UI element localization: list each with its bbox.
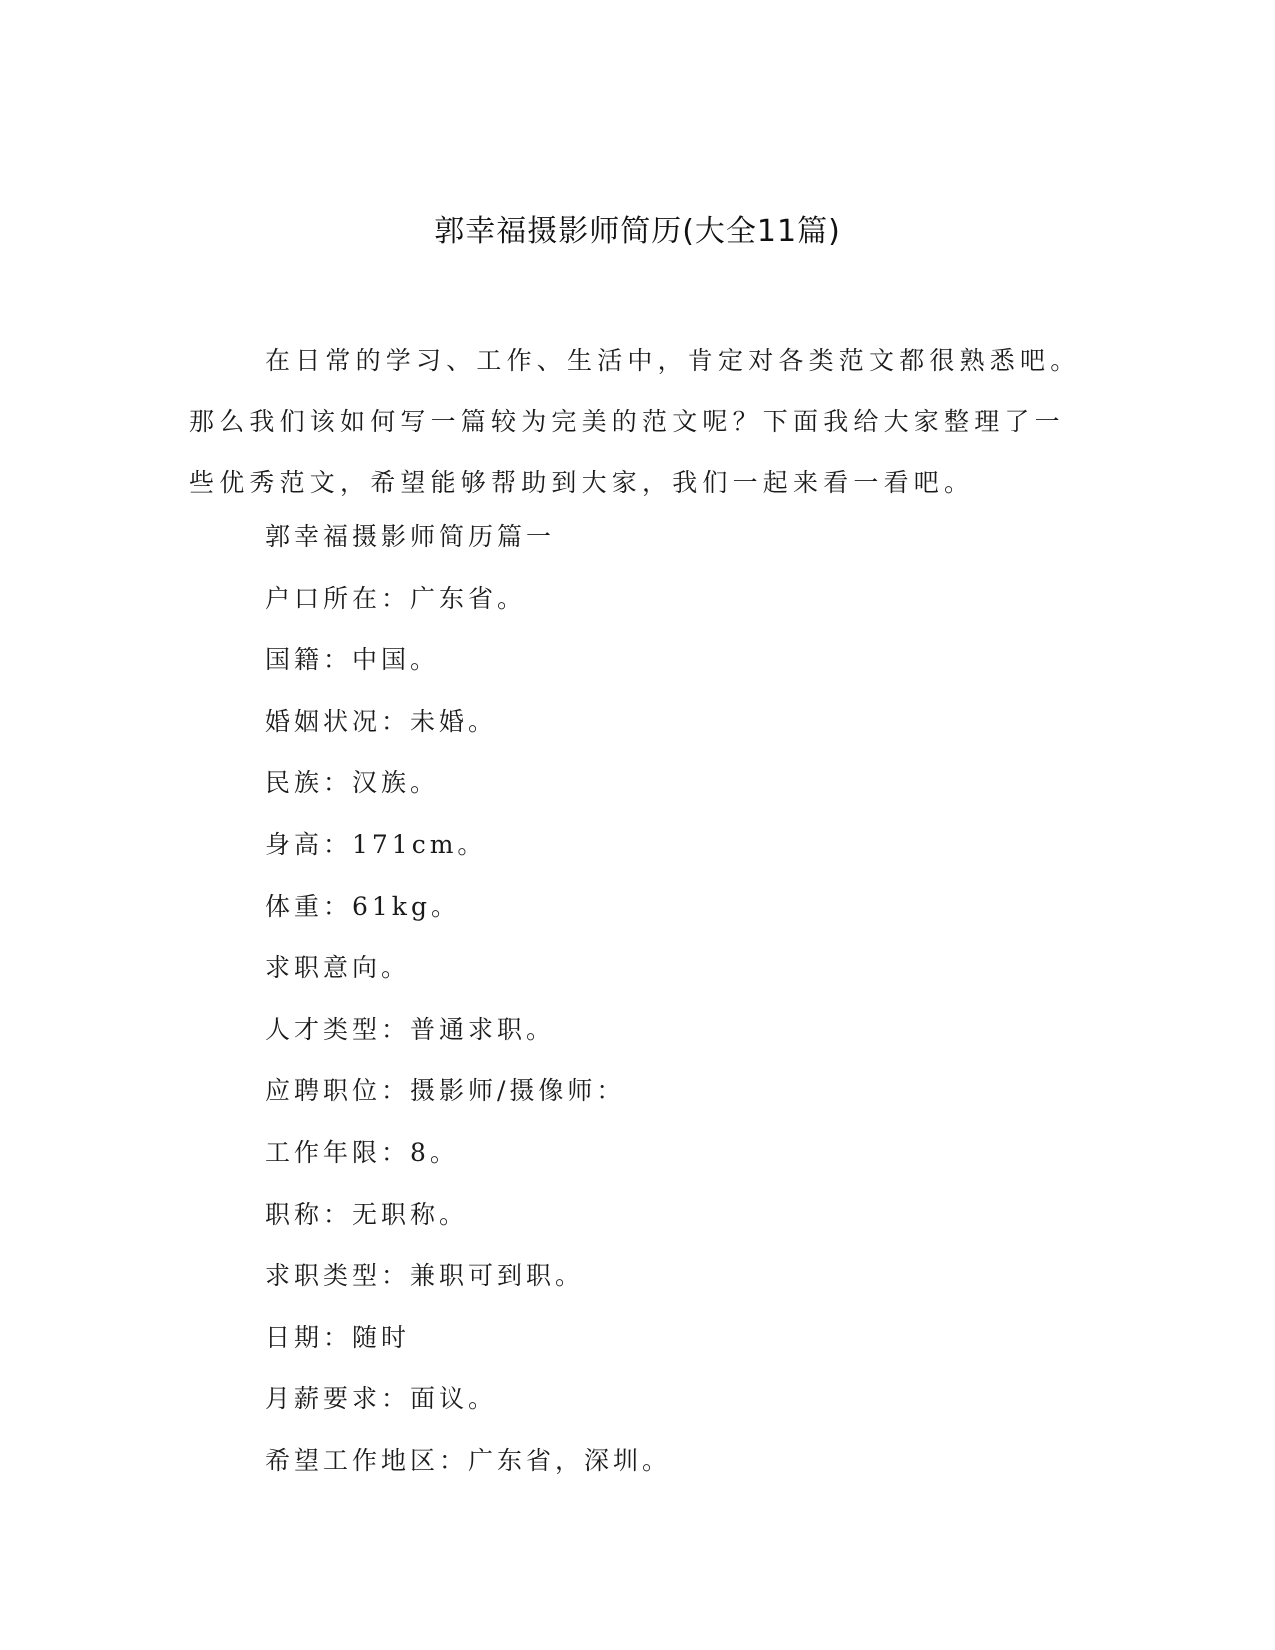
resume-line: 民族：汉族。: [265, 768, 440, 798]
resume-line: 月薪要求：面议。: [265, 1384, 498, 1414]
resume-line: 户口所在：广东省。: [265, 583, 527, 613]
resume-line: 职称：无职称。: [265, 1199, 469, 1229]
resume-line: 人才类型：普通求职。: [265, 1014, 556, 1044]
resume-line: 体重：61kg。: [265, 891, 460, 921]
section-heading: 郭幸福摄影师简历篇一: [265, 522, 556, 551]
resume-line: 求职类型：兼职可到职。: [265, 1261, 585, 1291]
resume-line: 日期：随时: [265, 1322, 411, 1352]
resume-lines: [265, 520, 1085, 1506]
resume-line: 身高：171cm。: [265, 829, 487, 859]
resume-line: 工作年限：8。: [265, 1137, 459, 1167]
document-title: 郭幸福摄影师简历(大全11篇): [434, 214, 841, 249]
resume-line: 应聘职位：摄影师/摄像师：: [265, 1076, 626, 1106]
intro-paragraph: 在日常的学习、工作、生活中，肯定对各类范文都很熟悉吧。那么我们该如何写一篇较为完美的范文呢？下面我给大家整理了一些优秀范文，希望能够帮助到大家，我们一起来看一看吧。: [189, 346, 1081, 497]
resume-line: 希望工作地区：广东省，深圳。: [265, 1445, 672, 1475]
resume-line: 国籍：中国。: [265, 645, 440, 675]
resume-line: 求职意向。: [265, 953, 411, 983]
resume-line: 婚姻状况：未婚。: [265, 706, 498, 736]
